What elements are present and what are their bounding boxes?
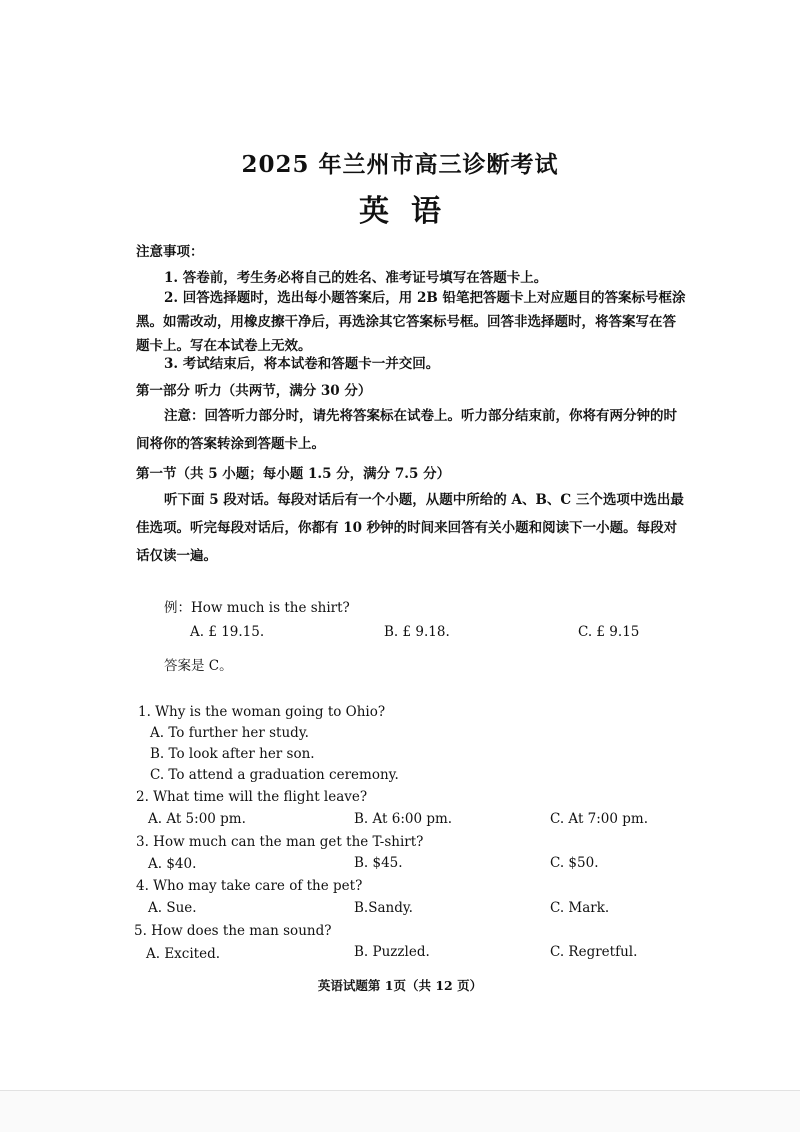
question-2-option-c: C. At 7:00 pm. — [550, 811, 649, 827]
question-3-option-c: C. $50. — [550, 855, 599, 871]
question-4-option-b: B.Sandy. — [354, 900, 413, 916]
part1-heading: 第一部分 听力（共两节，满分 30 分） — [136, 383, 372, 399]
page-footer: 英语试题第 1页（共 12 页） — [317, 978, 483, 993]
part1-note: 注意：回答听力部分时，请先将答案标在试卷上。听力部分结束前，你将有两分钟的时间将你的答案转涂到答题卡上。 — [136, 408, 677, 452]
question-4: 4. Who may take care of the pet? — [136, 878, 363, 894]
notice-item-2: 2. 回答选择题时，选出每小题答案后，用 2B 铅笔把答题卡上对应题目的答案标号框涂黑。如需改动，用橡皮擦干净后，再选涂其它答案标号框。回答非选择题时，将答案写在答题卡上。写在本试卷上无效。 — [136, 290, 686, 354]
question-2: 2. What time will the flight leave? — [136, 789, 368, 805]
example-option-c: C. £ 9.15 — [578, 624, 640, 640]
question-1-option-a: A. To further her study. — [150, 725, 309, 741]
question-3-option-b: B. $45. — [354, 855, 403, 871]
notice-item-3: 3. 考试结束后，将本试卷和答题卡一并交回。 — [164, 356, 440, 372]
example-option-b: B. £ 9.18. — [384, 624, 450, 640]
question-5-option-b: B. Puzzled. — [354, 944, 430, 960]
notice-item-1: 1. 答卷前，考生务必将自己的姓名、准考证号填写在答题卡上。 — [164, 270, 548, 286]
question-5: 5. How does the man sound? — [134, 923, 332, 939]
notice-heading: 注意事项： — [136, 244, 204, 260]
section1-instructions: 听下面 5 段对话。每段对话后有一个小题，从题中所给的 A、B、C 三个选项中选出最佳选项。听完每段对话后，你都有 10 秒钟的时间来回答有关小题和阅读下一小题。每段对话仅读一遍。 — [136, 492, 684, 564]
question-1-option-c: C. To attend a graduation ceremony. — [150, 767, 399, 783]
question-4-option-c: C. Mark. — [550, 900, 610, 916]
question-2-option-a: A. At 5:00 pm. — [148, 811, 246, 827]
example-answer: 答案是 C。 — [164, 658, 233, 674]
question-1: 1. Why is the woman going to Ohio? — [138, 704, 386, 720]
section1-heading: 第一节（共 5 小题；每小题 1.5 分，满分 7.5 分） — [136, 466, 451, 482]
question-5-option-c: C. Regretful. — [550, 944, 638, 960]
example-option-a: A. £ 19.15. — [190, 624, 265, 640]
viewer-margin — [0, 1091, 800, 1132]
question-3: 3. How much can the man get the T-shirt? — [136, 834, 424, 850]
example-question: 例：How much is the shirt? — [164, 600, 350, 616]
question-2-option-b: B. At 6:00 pm. — [354, 811, 453, 827]
question-1-option-b: B. To look after her son. — [150, 746, 315, 762]
question-5-option-a: A. Excited. — [146, 946, 221, 962]
subject-title: 英语 — [359, 194, 463, 229]
question-3-option-a: A. $40. — [148, 856, 197, 872]
question-4-option-a: A. Sue. — [148, 900, 197, 916]
exam-title: 2025 年兰州市高三诊断考试 — [241, 151, 559, 178]
